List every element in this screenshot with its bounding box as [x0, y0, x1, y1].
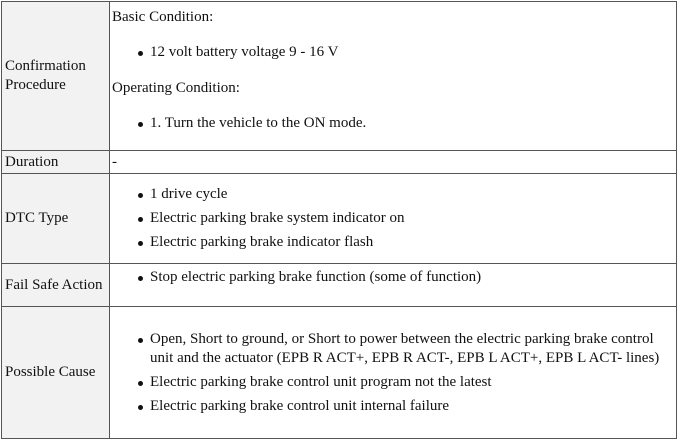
possible-cause-list: [112, 330, 673, 416]
duration-label: Duration: [2, 151, 110, 174]
confirmation-label: Confirmation Procedure: [2, 2, 110, 151]
list-item: Open, Short to ground, or Short to power between the electric parking brake control unit and the actuator (EPB R ACT+, EPB R ACT-, EPB L ACT+, EPB L ACT- lines): [112, 330, 673, 368]
operating-condition-list: [112, 114, 673, 133]
operating-condition-title: Operating Condition:: [112, 80, 240, 96]
dtc-type-list: [112, 185, 673, 252]
list-item: Electric parking brake indicator flash: [112, 233, 673, 252]
row-dtc-type: [2, 174, 677, 264]
list-item: 1 drive cycle: [112, 185, 673, 204]
fail-safe-list: [112, 268, 673, 287]
list-item: 1. Turn the vehicle to the ON mode.: [112, 114, 673, 133]
row-fail-safe: [2, 264, 677, 307]
fail-safe-value: [110, 264, 677, 307]
dtc-type-label: DTC Type: [2, 174, 110, 264]
dtc-type-value: [110, 174, 677, 264]
fail-safe-label: Fail Safe Action: [2, 264, 110, 307]
list-item: Electric parking brake system indicator on: [112, 209, 673, 228]
duration-value: -: [110, 151, 677, 174]
row-possible-cause: [2, 307, 677, 439]
basic-condition-title: Basic Condition:: [112, 9, 214, 25]
list-item: Electric parking brake control unit program not the latest: [112, 373, 673, 392]
basic-condition-list: [112, 43, 673, 62]
dtc-info-table: [1, 1, 677, 439]
list-item: Stop electric parking brake function (some of function): [112, 268, 673, 287]
possible-cause-label: Possible Cause: [2, 307, 110, 439]
confirmation-value: [110, 2, 677, 151]
list-item: 12 volt battery voltage 9 - 16 V: [112, 43, 673, 62]
list-item: Electric parking brake control unit internal failure: [112, 397, 673, 416]
row-confirmation: [2, 2, 677, 151]
row-duration: [2, 151, 677, 174]
possible-cause-value: [110, 307, 677, 439]
